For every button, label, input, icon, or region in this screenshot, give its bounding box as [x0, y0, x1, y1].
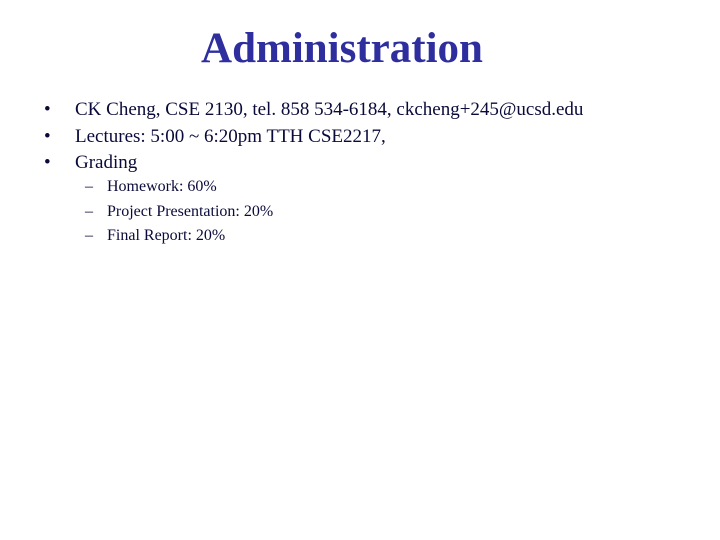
bullet-lectures — [0, 124, 720, 151]
grading-item-report — [0, 224, 720, 249]
bullet-contact — [0, 97, 720, 124]
homework-weight-text: Homework: 60% — [107, 178, 217, 195]
bullet-grading — [0, 150, 720, 177]
grading-breakdown-list — [0, 175, 720, 249]
bullet-marker: • — [44, 152, 51, 173]
bullet-marker: • — [44, 125, 51, 147]
bullet-marker: • — [44, 99, 51, 120]
bullet-list — [0, 97, 720, 177]
grading-item-presentation — [0, 200, 720, 225]
dash-marker: – — [85, 227, 93, 244]
report-weight-text: Final Report: 20% — [107, 227, 226, 244]
dash-marker: – — [85, 202, 93, 220]
grading-text: Grading — [75, 152, 138, 173]
dash-marker: – — [85, 178, 93, 195]
presentation-weight-text: Project Presentation: 20% — [107, 202, 274, 220]
slide-title: Administration — [201, 25, 483, 72]
grading-item-homework — [0, 175, 720, 200]
lectures-text: Lectures: 5:00 ~ 6:20pm TTH CSE2217, — [75, 125, 386, 147]
contact-info-text: CK Cheng, CSE 2130, tel. 858 534-6184, ckcheng+245@ucsd.edu — [75, 99, 584, 120]
